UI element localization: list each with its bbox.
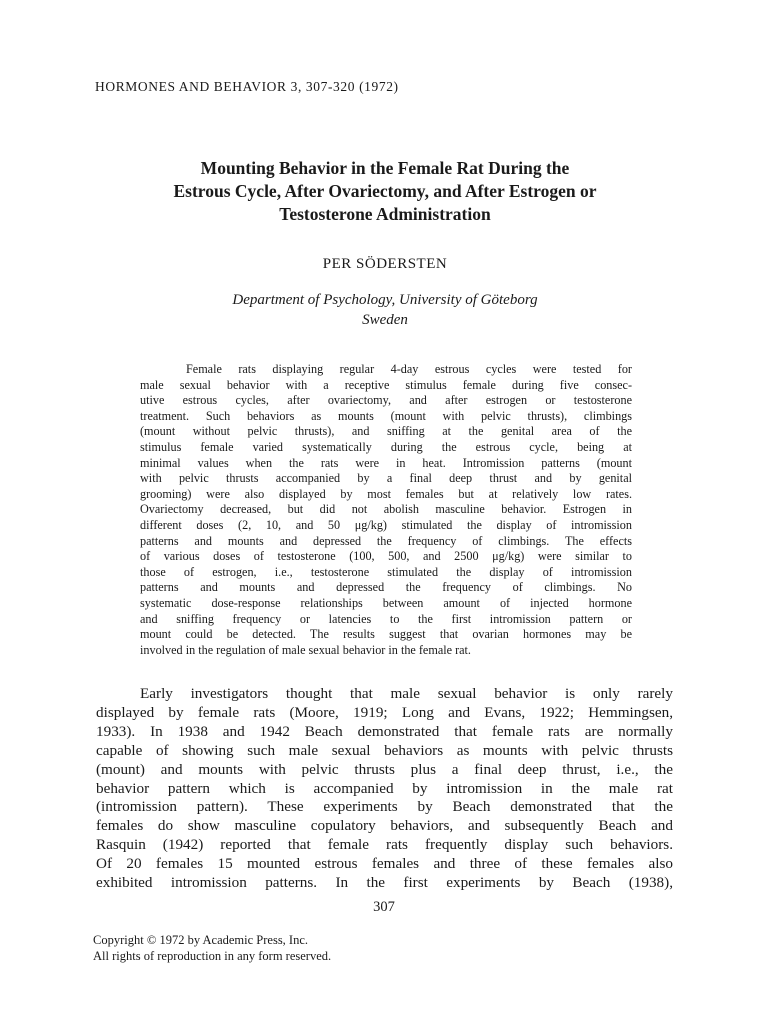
page-number: 307: [373, 899, 395, 915]
body-line: exhibited intromission patterns. In the first experiments by Beach (1938),: [96, 874, 673, 892]
title-line: Estrous Cycle, After Ovariectomy, and After Estrogen or: [173, 181, 597, 201]
body-line: behavior pattern which is accompanied by intromission in the male rat: [96, 779, 673, 797]
body-line: (intromission pattern). These experiments by Beach demonstrated that the: [96, 798, 673, 816]
abstract-line: with pelvic thrusts accompanied by a final deep thrust and by genital: [140, 471, 632, 486]
running-head: HORMONES AND BEHAVIOR 3, 307-320 (1972): [95, 79, 399, 94]
abstract-line: treatment. Such behaviors as mounts (mount with pelvic thrusts), climbings: [140, 408, 632, 423]
abstract-line: minimal values when the rats were in heat. Intromission patterns (mount: [140, 455, 632, 470]
abstract-line: of various doses of testosterone (100, 500, and 2500 μg/kg) were similar to: [140, 549, 632, 564]
body-line: Of 20 females 15 mounted estrous females and three of these females also: [96, 855, 673, 873]
author-name: PER SÖDERSTEN: [322, 256, 448, 272]
abstract-line: male sexual behavior with a receptive stimulus female during five consec-: [140, 377, 632, 392]
copyright-notice: [93, 933, 331, 964]
abstract-line: those of estrogen, i.e., testosterone stimulated the display of intromission: [140, 564, 632, 579]
body-line: 1933). In 1938 and 1942 Beach demonstrated that female rats are normally: [96, 722, 673, 740]
abstract-line: systematic dose-response relationships between amount of injected hormone: [140, 595, 632, 610]
abstract-line: mount could be detected. The results suggest that ovarian hormones may be: [140, 627, 632, 642]
abstract-line: (mount without pelvic thrusts), and sniffing at the genital area of the: [140, 424, 632, 439]
abstract-line: Ovariectomy decreased, but did not abolish masculine behavior. Estrogen in: [140, 502, 632, 517]
abstract-line: and sniffing frequency or latencies to the first intromission pattern or: [140, 611, 632, 626]
author-affiliation: [80, 290, 690, 330]
abstract-line: stimulus female varied systematically during the estrous cycle, being at: [140, 439, 632, 454]
title-line: Testosterone Administration: [279, 204, 491, 224]
abstract: [140, 362, 632, 658]
body-paragraph: [96, 685, 673, 893]
abstract-line: patterns and mounts and depressed the frequency of climbings. The effects: [140, 533, 632, 548]
title-line: Mounting Behavior in the Female Rat During the: [200, 158, 570, 178]
copyright-line: All rights of reproduction in any form reserved.: [93, 948, 332, 963]
body-line: displayed by female rats (Moore, 1919; Long and Evans, 1922; Hemmingsen,: [96, 703, 673, 721]
body-line: females do show masculine copulatory behaviors, and subsequently Beach and: [96, 817, 673, 835]
abstract-line: grooming) were also displayed by most females but at relatively low rates.: [140, 486, 632, 501]
article-title: [80, 157, 690, 226]
body-line: capable of showing such male sexual behaviors as mounts with pelvic thrusts: [96, 741, 673, 759]
body-line: Early investigators thought that male sexual behavior is only rarely: [140, 685, 673, 702]
abstract-line: Female rats displaying regular 4-day estrous cycles were tested for: [186, 362, 632, 376]
abstract-line: patterns and mounts and depressed the frequency of climbings. No: [140, 580, 632, 595]
affiliation-line: Sweden: [362, 312, 408, 328]
abstract-line: involved in the regulation of male sexual behavior in the female rat.: [140, 642, 471, 657]
copyright-line: Copyright © 1972 by Academic Press, Inc.: [93, 933, 309, 947]
body-line: Rasquin (1942) reported that female rats frequently display such behaviors.: [96, 836, 673, 854]
abstract-line: different doses (2, 10, and 50 μg/kg) stimulated the display of intromission: [140, 517, 632, 532]
body-line: (mount) and mounts with pelvic thrusts plus a final deep thrust, i.e., the: [96, 760, 673, 778]
affiliation-line: Department of Psychology, University of Göteborg: [232, 292, 538, 308]
abstract-line: utive estrous cycles, after ovariectomy, and after estrogen or testosterone: [140, 393, 632, 408]
